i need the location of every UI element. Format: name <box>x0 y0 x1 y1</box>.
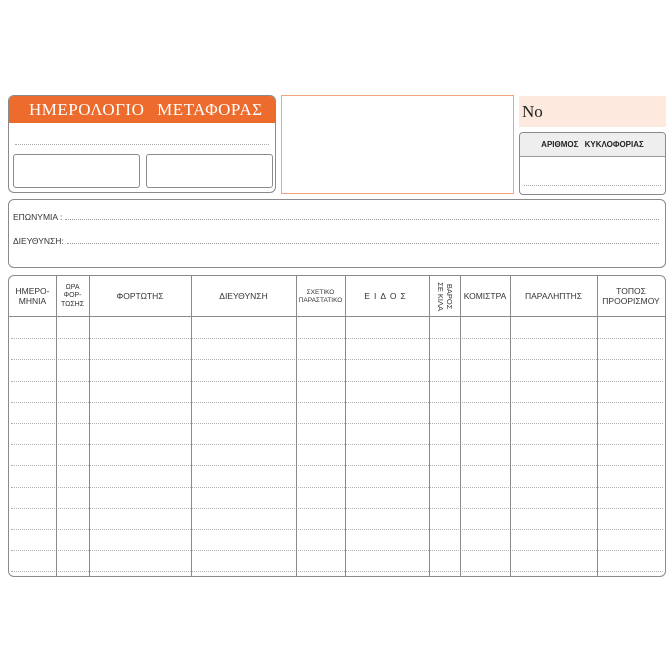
title-field-right[interactable] <box>146 154 273 188</box>
table-row[interactable] <box>11 465 663 466</box>
company-name-line[interactable] <box>65 219 659 220</box>
title-fill-line[interactable] <box>15 144 269 145</box>
table-row[interactable] <box>11 571 663 572</box>
column-header-label: ΩΡΑ ΦΟΡ- ΤΩΣΗΣ <box>60 284 85 308</box>
title-box <box>8 95 276 193</box>
form-title: ΗΜΕΡΟΛΟΓΙΟ ΜΕΤΑΦΟΡΑΣ <box>9 96 275 123</box>
column-header-load-time <box>56 276 89 317</box>
column-header-label: ΕΙΔΟΣ <box>364 290 410 301</box>
table-row[interactable] <box>11 338 663 339</box>
column-header-label: ΣΧΕΤΙΚΟ ΠΑΡΑΣΤΑΤΙΚΟ <box>298 289 343 304</box>
column-header-label: ΗΜΕΡΟ- ΜΗΝΙΑ <box>15 285 50 306</box>
company-box <box>8 199 666 268</box>
column-header-label: ΔΙΕΥΘΥΝΣΗ <box>219 290 268 301</box>
transport-table <box>8 275 666 577</box>
table-row[interactable] <box>11 359 663 360</box>
title-field-left[interactable] <box>13 154 140 188</box>
company-address-label: ΔΙΕΥΘΥΝΣΗ: <box>13 236 64 246</box>
column-header-label: ΠΑΡΑΛΗΠΤΗΣ <box>524 290 583 301</box>
column-divider <box>89 276 90 576</box>
company-name-label: ΕΠΩΝΥΜΙΑ : <box>13 212 63 222</box>
table-row[interactable] <box>11 402 663 403</box>
column-header-address <box>191 276 296 317</box>
company-address-row[interactable] <box>13 236 659 246</box>
stamp-box[interactable] <box>281 95 514 194</box>
column-header-related-document <box>296 276 345 317</box>
column-divider <box>191 276 192 576</box>
column-header-freight-charges <box>460 276 510 317</box>
table-row[interactable] <box>11 487 663 488</box>
column-header-destination <box>597 276 665 317</box>
column-header-label: ΒΑΡΟΣ ΣΕ ΚΙΛΑ <box>436 282 455 311</box>
column-divider <box>429 276 430 576</box>
table-row[interactable] <box>11 444 663 445</box>
column-divider <box>56 276 57 576</box>
column-divider <box>345 276 346 576</box>
column-header-recipient <box>510 276 597 317</box>
company-name-row[interactable] <box>13 212 659 222</box>
company-address-line[interactable] <box>67 243 659 244</box>
table-row[interactable] <box>11 381 663 382</box>
plate-label: ΑΡΙΘΜΟΣ ΚΥΚΛΟΦΟΡΙΑΣ <box>520 133 665 157</box>
table-row[interactable] <box>11 423 663 424</box>
column-divider <box>510 276 511 576</box>
table-header <box>9 276 665 317</box>
column-divider <box>296 276 297 576</box>
column-header-label: ΚΟΜΙΣΤΡΑ <box>463 290 507 301</box>
plate-fill-line[interactable] <box>524 185 661 186</box>
column-header-weight-kg <box>429 276 460 317</box>
table-row[interactable] <box>11 550 663 551</box>
number-field[interactable] <box>519 96 666 127</box>
column-divider <box>460 276 461 576</box>
column-header-date <box>9 276 56 317</box>
column-header-label: ΤΟΠΟΣ ΠΡΟΟΡΙΣΜΟΥ <box>602 285 660 306</box>
column-header-goods-type <box>345 276 429 317</box>
number-label: No <box>522 101 543 121</box>
table-row[interactable] <box>11 529 663 530</box>
plate-box[interactable] <box>519 132 666 195</box>
column-divider <box>597 276 598 576</box>
column-header-shipper <box>89 276 191 317</box>
column-header-label: ΦΟΡΤΩΤΗΣ <box>116 290 164 301</box>
table-row[interactable] <box>11 508 663 509</box>
